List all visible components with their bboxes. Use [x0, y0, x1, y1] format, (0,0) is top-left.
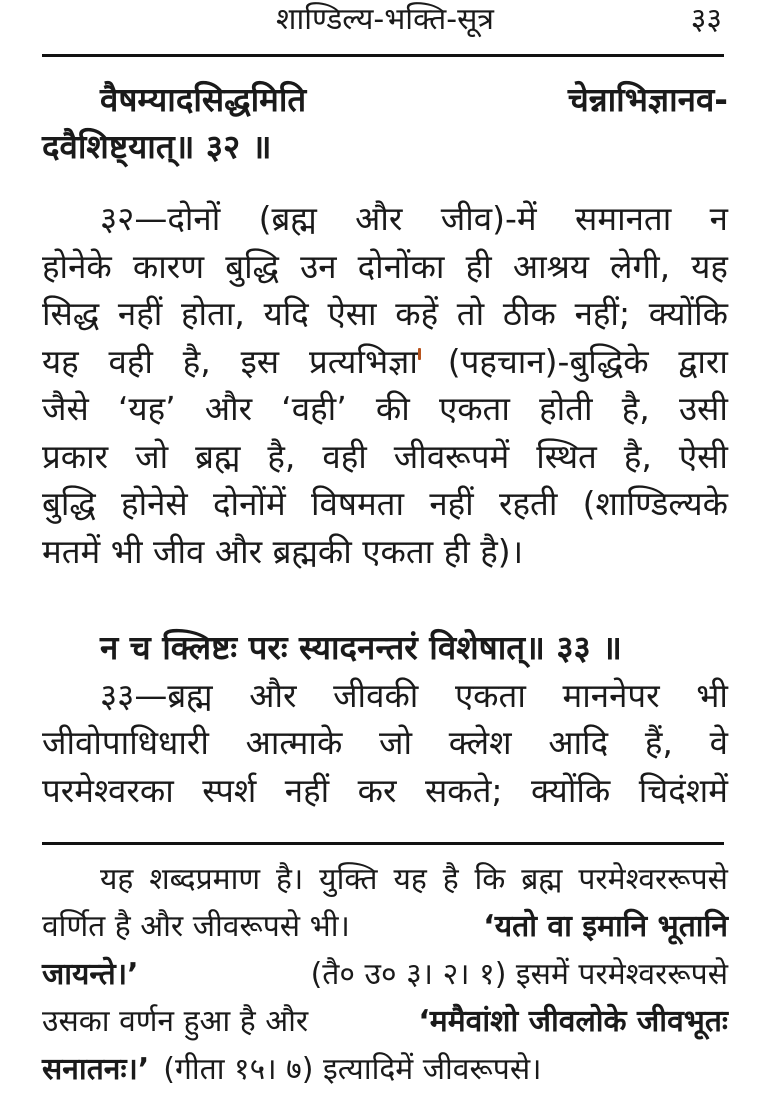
word: कारण: [132, 247, 205, 286]
word: ३२—दोनों: [100, 199, 221, 238]
word: है,: [182, 342, 211, 381]
word: कर: [357, 771, 397, 810]
word: जीवकी: [333, 676, 419, 715]
sutra-33-text: न च क्लिष्टः परः स्यादनन्तरं विशेषात्॥ ३३ ॥: [100, 628, 622, 667]
commentary-32-line: [42, 482, 728, 526]
commentary-32-text-7: मतमें भी जीव और ब्रह्मकी एकता ही है)।: [42, 532, 524, 571]
word: नहीं: [284, 771, 330, 810]
word: परमेश्वररूपसे: [578, 862, 728, 897]
footnote-text-5-plain: (गीता १५। ७) इत्यादिमें जीवरूपसे।: [163, 1052, 542, 1087]
word: (ब्रह्म: [258, 199, 317, 238]
commentary-32-line: [42, 435, 728, 479]
footnote-line-4: [42, 1000, 728, 1044]
word: बुद्धि: [42, 484, 96, 523]
commentary-32-line: [42, 387, 728, 431]
word: जैसे: [42, 389, 89, 428]
stray-ink-mark: [418, 348, 421, 360]
word: दोनोंमें: [213, 484, 286, 523]
word: नहीं: [117, 294, 163, 333]
page-number: ३३: [690, 2, 722, 37]
word: कहें: [395, 294, 439, 333]
word: क्लेश: [448, 723, 512, 762]
commentary-32-line: [42, 530, 728, 574]
commentary-33-line: [42, 769, 728, 813]
commentary-32-line: [42, 340, 728, 384]
commentary-33-line: [42, 721, 728, 765]
word: चिदंशमें: [638, 771, 728, 810]
footnote-line-1: [100, 858, 728, 902]
word: न: [709, 199, 728, 238]
sutra-32-line-2-text: दवैशिष्ट्यात्॥ ३२ ॥: [42, 127, 272, 166]
word: उन: [300, 247, 337, 286]
word: लेगी,: [610, 247, 671, 286]
footnote-rule: [42, 842, 724, 845]
header-rule: [42, 54, 724, 57]
word: आश्रय: [512, 247, 590, 286]
word: क्योंकि: [531, 771, 611, 810]
word: जीवोपाधिधारी: [42, 723, 209, 762]
word: ‘यह’: [117, 389, 176, 428]
word: बुद्धि: [225, 247, 279, 286]
word: द्वारा: [678, 342, 728, 381]
word: वही: [322, 437, 367, 476]
word: होती: [539, 389, 593, 428]
footnote-quote-gita: ‘ममैवांशो जीवलोके जीवभूतः: [418, 1004, 728, 1039]
word: यह: [393, 862, 427, 897]
word: शब्दप्रमाण: [149, 862, 261, 897]
footnote-text-2-plain: वर्णित है और जीवरूपसे भी।: [42, 909, 350, 944]
word: दोनोंका: [357, 247, 445, 286]
word: नहीं: [429, 484, 474, 523]
word: जो: [135, 437, 169, 476]
word: (शाण्डिल्यके: [582, 484, 728, 523]
word: और: [355, 199, 403, 238]
word: रहती: [499, 484, 558, 523]
word: ऐसा: [327, 294, 377, 333]
word: यदि: [263, 294, 309, 333]
word: उसी: [678, 389, 728, 428]
running-head: [42, 0, 728, 44]
word: और: [204, 389, 253, 428]
word: है: [442, 862, 459, 897]
word: क्योंकि: [648, 294, 728, 333]
word: एकता: [454, 676, 526, 715]
word: है,: [267, 437, 296, 476]
word: यह: [691, 247, 728, 286]
word: समानता: [575, 199, 672, 238]
sutra-32-line-1-right: चेन्नाभिज्ञानव-: [567, 80, 728, 119]
word: विषमता: [310, 484, 405, 523]
sutra-32-line-1-left: वैषम्यादसिद्धमिति: [100, 80, 307, 119]
word: यह: [100, 862, 134, 897]
commentary-32-line: [42, 245, 728, 289]
word: परमेश्वरका: [42, 771, 174, 810]
word: ही: [465, 247, 492, 286]
footnote-text-3-plain: (तै० उ० ३। २। १) इसमें परमेश्वररूपसे: [310, 957, 728, 992]
word: आदि: [548, 723, 609, 762]
word: होता,: [180, 294, 245, 333]
word: स्पर्श: [202, 771, 257, 810]
word: सकते;: [424, 771, 503, 810]
word: जीवरूपमें: [393, 437, 510, 476]
word: कि: [474, 862, 506, 897]
word: है,: [623, 437, 652, 476]
word: एकता: [438, 389, 510, 428]
word: है,: [621, 389, 650, 428]
word: नहीं;: [574, 294, 631, 333]
commentary-32-line: [100, 197, 728, 241]
word: और: [249, 676, 297, 715]
word: ३३—ब्रह्म: [100, 676, 213, 715]
word: है।: [275, 862, 304, 897]
word: ‘वही’: [281, 389, 347, 428]
word: ऐसी: [678, 437, 728, 476]
word: माननेपर: [562, 676, 660, 715]
footnote-text-4-plain: उसका वर्णन हुआ है और: [42, 1004, 309, 1039]
word: प्रकार: [42, 437, 109, 476]
word: जीव)-में: [440, 199, 537, 238]
footnote-line-5: [42, 1048, 728, 1092]
word: स्थित: [536, 437, 597, 476]
footnote-quote-gita-end: सनातनः।’: [42, 1052, 150, 1087]
word: प्रत्यभिज्ञा: [308, 342, 418, 381]
word: होनेसे: [121, 484, 188, 523]
commentary-33-line: [100, 674, 728, 718]
sutra-32-line-2: [42, 125, 728, 169]
word: जो: [379, 723, 413, 762]
word: यह: [42, 342, 79, 381]
word: वही: [108, 342, 153, 381]
footnote-line-2: [42, 905, 728, 949]
word: भी: [696, 676, 728, 715]
sutra-32-line-1: [100, 78, 728, 122]
commentary-32-line: [42, 292, 728, 336]
running-title: शाण्डिल्य-भक्ति-सूत्र: [276, 2, 494, 37]
word: इस: [240, 342, 280, 381]
footnote-quote-taittiriya-end: जायन्ते।’: [42, 957, 139, 992]
word: ठीक: [502, 294, 556, 333]
footnote-quote-taittiriya: ‘यतो वा इमानि भूतानि: [483, 909, 728, 944]
word: वे: [709, 723, 728, 762]
word: ब्रह्म: [195, 437, 241, 476]
word: (पहचान)-बुद्धिके: [447, 342, 649, 381]
word: होनेके: [42, 247, 112, 286]
word: की: [375, 389, 410, 428]
word: युक्ति: [319, 862, 378, 897]
sutra-33: [100, 626, 728, 670]
word: आत्माके: [245, 723, 343, 762]
word: हैं,: [644, 723, 673, 762]
footnote-line-3: [42, 953, 728, 997]
word: सिद्ध: [42, 294, 100, 333]
word: ब्रह्म: [521, 862, 563, 897]
word: तो: [456, 294, 485, 333]
